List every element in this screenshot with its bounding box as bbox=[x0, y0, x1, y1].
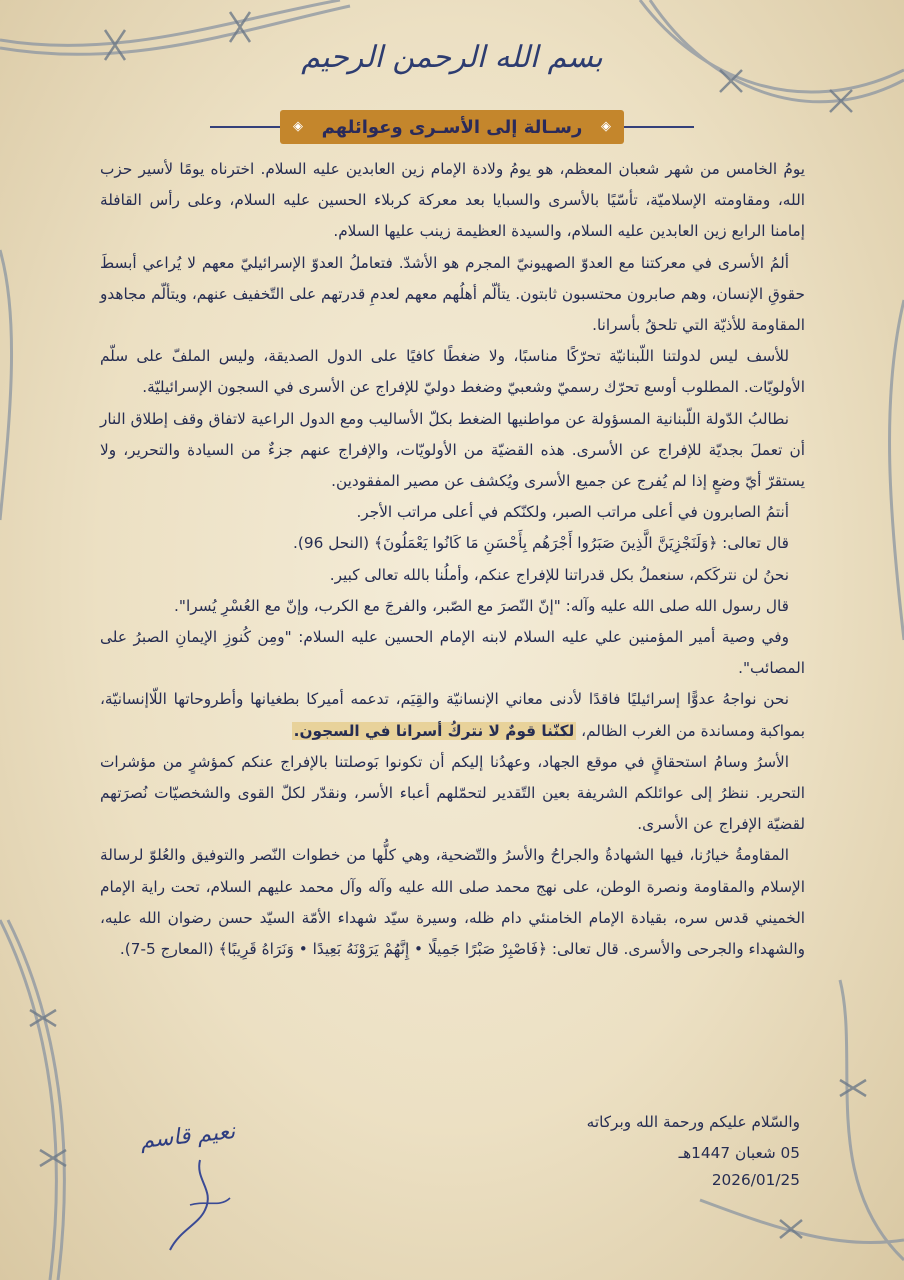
title-banner bbox=[210, 110, 694, 144]
title-box bbox=[280, 110, 624, 144]
quran-verse: قال تعالى: ﴿وَلَنَجْزِيَنَّ الَّذِينَ صَبَرُوا أَجْرَهُم بِأَحْسَنِ مَا كَانُوا يَعْمَلُونَ﴾ (النحل 96). bbox=[293, 534, 789, 553]
title-divider-left bbox=[210, 126, 280, 128]
letter-body bbox=[100, 154, 805, 965]
paragraph-text: نحن نواجهُ عدوًّا إسرائيليًا فاقدًا لأدنى معاني الإنسانيّة والقِيَم، تدعمه أميركا بطغيانها وأطروحاتها اللّاإنسانيّة، بمواكبة ومساندة من الغرب الظالم، bbox=[100, 690, 805, 740]
signature: نعيم قاسم bbox=[138, 1119, 237, 1154]
paragraph: المقاومةُ خيارُنا، فيها الشهادةُ والجراحُ والأسرُ والتّضحية، وهي كلُّها من خطوات النّصر والتوفيق والعُلوّ لرسالة الإسلام والمقاومة ونصرة الوطن، على نهج محمد صلى الله عليه وآله وآل محمد عليهم السلام، تحت راية الإمام الخميني قدس سره، بقيادة الإمام الخامنئي دام ظله، وسيرة سيّد شهداء الأمّة السيّد حسن رضوان الله عليه، والشهداء والجرحى والأسرى. قال تعالى: ﴿فَاصْبِرْ صَبْرًا جَمِيلًا • إِنَّهُمْ يَرَوْنَهُ بَعِيدًا • وَنَرَاهُ قَرِيبًا﴾ (المعارج 5-7). bbox=[100, 846, 805, 959]
hijri-date: 05 شعبان 1447هـ bbox=[678, 1144, 800, 1162]
date-block bbox=[560, 1140, 800, 1194]
gregorian-date: 2026/01/25 bbox=[711, 1171, 800, 1189]
paragraph: يومُ الخامس من شهر شعبان المعظم، هو يومُ ولادة الإمام زين العابدين عليه السلام. اخترناه يومًا لأسير حزب الله، ومقاومته الإسلاميّة، تأسّيًا بالأسرى والسبايا بعد معركة كربلاء الحسين عليه السلام، وعلى رأس القافلة إمامنا الرابع زين العابدين عليه السلام، والسيدة العظيمة زينب عليها السلام. bbox=[100, 160, 805, 241]
ornament-icon: ◈ bbox=[293, 119, 303, 134]
highlighted-sentence: لكنّنا قومٌ لا نتركُ أسرانا في السجون. bbox=[293, 721, 575, 740]
salutation: والسّلام عليكم ورحمة الله وبركاته bbox=[586, 1113, 800, 1131]
signature-mark bbox=[160, 1150, 240, 1260]
bismillah: بسم الله الرحمن الرحيم bbox=[301, 40, 603, 75]
hadith: قال رسول الله صلى الله عليه وآله: "إنّ النّصرَ مع الصّبر، والفرجَ مع الكرب، وإنّ مع العُسْرِ يُسرا". bbox=[174, 596, 789, 615]
paragraph: نحنُ لن نتركَكم، سنعملُ بكل قدراتنا للإفراج عنكم، وأملُنا بالله تعالى كبير. bbox=[329, 565, 789, 584]
paragraph: أنتمُ الصابرون في أعلى مراتب الصبر، ولكنّكم في أعلى مراتب الأجر. bbox=[356, 503, 789, 522]
paragraph: ألمُ الأسرى في معركتنا مع العدوّ الصهيونيّ المجرم هو الأشدّ. فتعاملُ العدوّ الإسرائيليّ معهم لا يُراعي أبسطَ حقوقِ الإنسان، وهم صابرون محتسبون ثابتون. يتألّم أهلُهم معهم لعدمِ قدرتهم على التّخفيف عنهم، ويتألّم مجاهدو المقاومة للأذيّة التي تلحقُ بأسرانا. bbox=[100, 253, 805, 335]
paragraph: الأسرُ وسامُ استحقاقٍ في موقع الجهاد، وعهدُنا إليكم أن تكونوا بَوصلتنا بالإفراج عنكم كمؤشرٍ من مؤشرات التحرير. ننظرُ إلى عوائلكم الشريفة بعين التّقدير لتحمّلهم أعباء الأسر، ونقدّر لكلّ القوى والشخصيّات نُصرَتهم لقضيّة الإفراج عن الأسرى. bbox=[100, 752, 805, 834]
title-divider-right bbox=[624, 126, 694, 128]
paragraph: نطالبُ الدّولة اللّبنانية المسؤولة عن مواطنيها الضغط بكلّ الأساليب ومع الدول الراعية لاتفاق وقف إطلاق النار أن تعملَ بجديّة للإفراج عن الأسرى. هذه القضيّة من الأولويّات، والإفراج عنهم جزءٌ من السيادة والتحرير، ولا يستقرّ أيّ وضعٍ إذا لم يُفرج عن جميع الأسرى ويُكشف عن مصير المفقودين. bbox=[100, 409, 805, 491]
ornament-icon: ◈ bbox=[601, 119, 611, 134]
paragraph bbox=[100, 684, 805, 746]
page-title: رسـالة إلى الأسـرى وعوائلهم bbox=[321, 116, 583, 138]
paragraph: للأسف ليس لدولتنا اللّبنانيّة تحرّكًا مناسبًا، ولا ضغطًا كافيًا على الدول الصديقة، وليس الملفّ على سلّم الأولويّات. المطلوب أوسع تحرّك رسميّ وشعبيّ وضغط دوليّ للإفراج عن الأسرى في السجون الإسرائيليّة. bbox=[100, 347, 805, 397]
hadith: وفي وصية أمير المؤمنين علي عليه السلام لابنه الإمام الحسين عليه السلام: "ومِن كُنوزِ الإيمانِ الصبرُ على المصائب". bbox=[100, 628, 805, 678]
